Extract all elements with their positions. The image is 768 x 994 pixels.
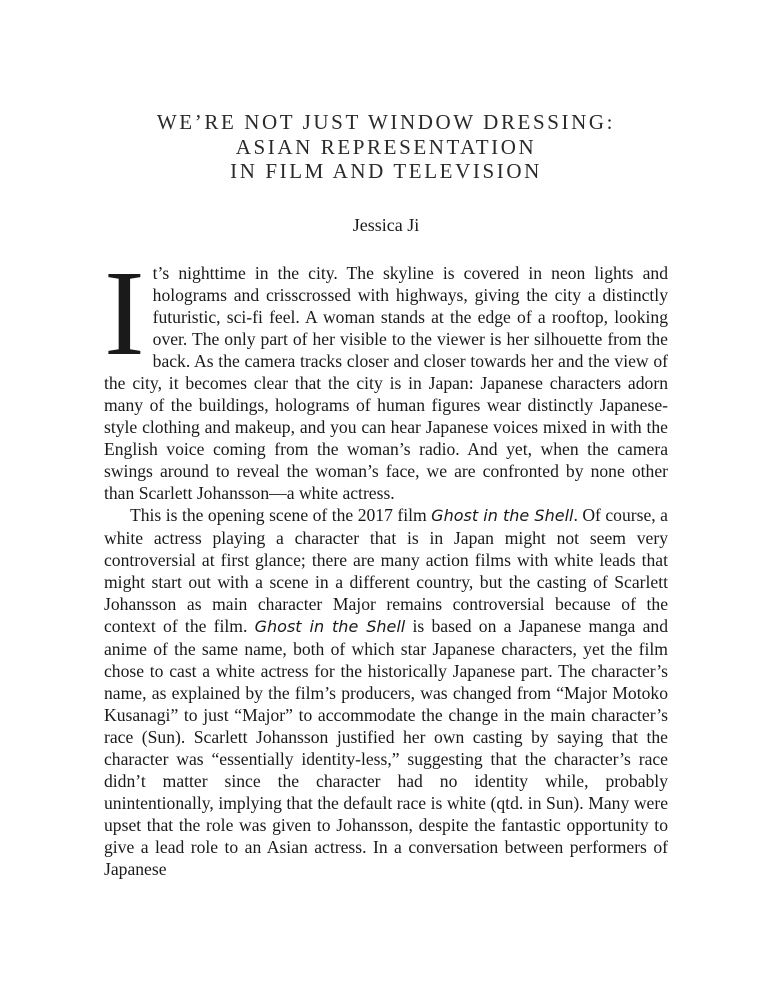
paragraph-2-text-2: . Of course, a white actress playing a character that is in Japan might not seem very controversial at first glance; there are many action films with white leads that might start out with a scene in a different country, but the casting of Scarlett Johansson as main character Major remains controversial because of the context of the film. xyxy=(104,504,668,636)
paragraph-2 xyxy=(104,504,668,880)
drop-cap: I xyxy=(104,245,145,381)
film-title-1: Ghost in the Shell xyxy=(431,505,574,525)
document-page xyxy=(104,0,668,994)
author-name: Jessica Ji xyxy=(352,214,420,235)
paragraph-1-text: t’s nighttime in the city. The skyline is covered in neon lights and holograms and crisscrossed with highways, giving the city a distinctly futuristic, sci-fi feel. A woman stands at the edge of a rooftop, looking over. The only part of her visible to the viewer is her silhouette from the back. As the camera tracks closer and closer towards her and the view of the city, it becomes clear that the city is in Japan: Japanese characters adorn many of the buildings, holograms of human figures wear distinctly Japanese-style clothing and makeup, and you can hear Japanese voices mixed in with the English voice coming from the woman’s radio. And yet, when the camera swings around to reveal the woman’s face, we are confronted by none other than Scarlett Johansson—a white actress. xyxy=(104,262,668,503)
paragraph-1 xyxy=(104,245,668,504)
title-line-1: WE’RE NOT JUST WINDOW DRESSING: xyxy=(156,110,616,134)
article-title xyxy=(104,0,668,184)
title-line-3: IN FILM AND TELEVISION xyxy=(230,159,542,183)
film-title-2: Ghost in the Shell xyxy=(254,616,406,636)
article-body xyxy=(104,245,669,880)
title-line-2: ASIAN REPRESENTATION xyxy=(235,134,537,159)
paragraph-2-text-1: This is the opening scene of the 2017 film xyxy=(130,504,432,525)
paragraph-2-text-3: is based on a Japanese manga and anime of the same name, both of which star Japanese characters, yet the film chose to cast a white actress for the historically Japanese part. The character’s name, as explained by the film’s producers, was changed from “Major Motoko Kusanagi” to just “Major” to accommodate the change in the main character’s race (Sun). Scarlett Johansson justified her own casting by saying that the character was “essentially identity-less,” suggesting that the character’s race didn’t matter since the character had no identity while, probably unintentionally, implying that the default race is white (qtd. in Sun). Many were upset that the role was given to Johansson, despite the fantastic opportunity to give a lead role to an Asian actress. In a conversation between performers of Japanese xyxy=(104,615,669,879)
